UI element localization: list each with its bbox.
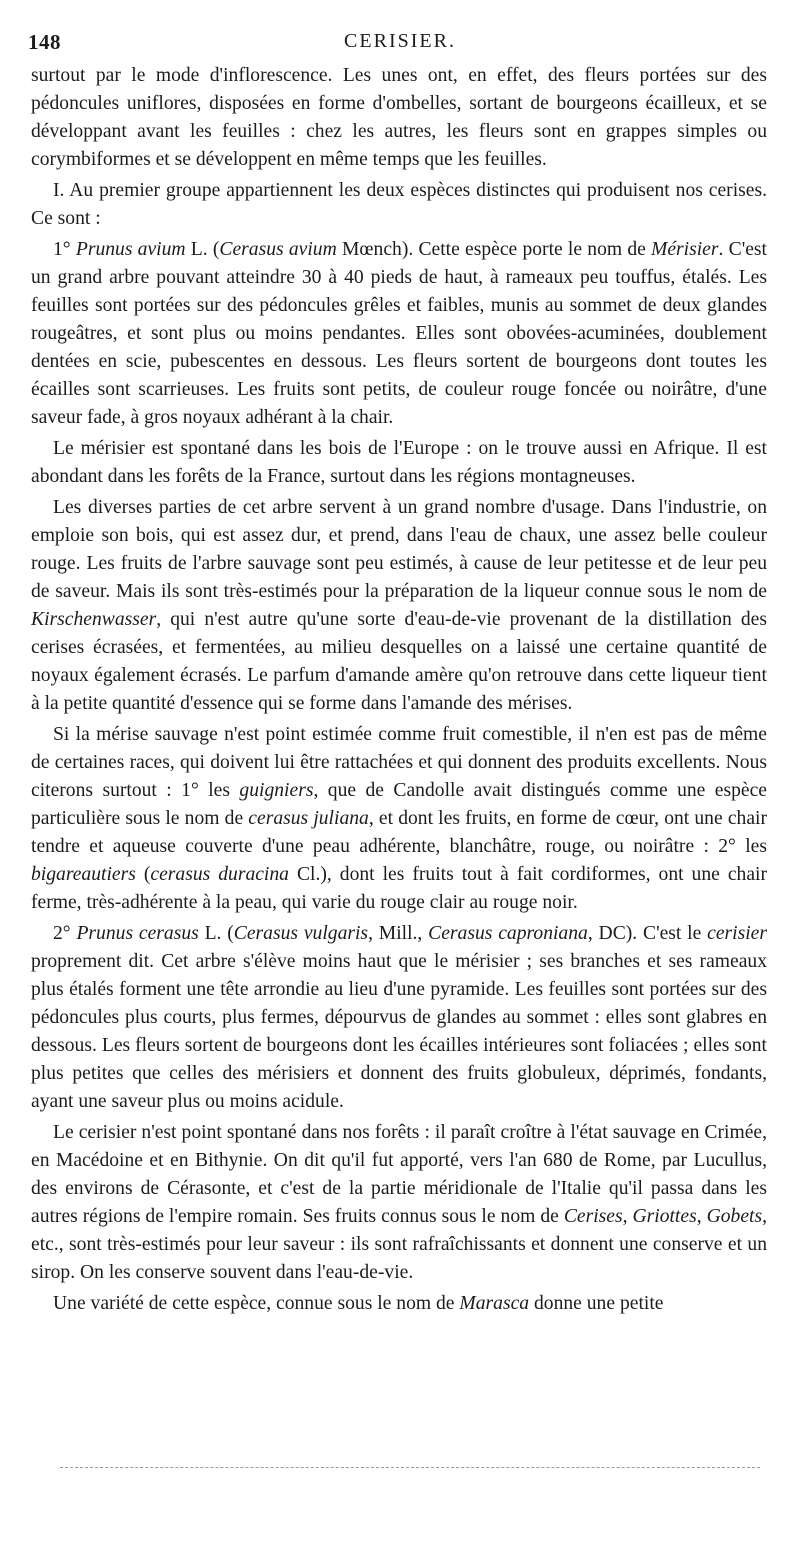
text-run: , Mill., [368,923,429,944]
paragraph [31,177,767,233]
text-run: , et dont les fruits, en forme de cœur, ont une chair tendre et aqueuse couverte d'une peau adhérente, blanchâtre, rouge, ou noirâtre : 2° les [31,808,767,857]
italic-run: Mérisier [651,239,719,260]
italic-run: Cerises [563,1206,623,1227]
italic-run: Prunus avium [75,239,186,260]
italic-run: cerasus juliana [248,808,369,829]
text-run: Une variété de cette espèce, connue sous le nom de [53,1293,460,1314]
italic-run: bigareautiers [31,864,136,885]
text-run: Les diverses parties de cet arbre servent à un grand nombre d'usage. Dans l'industrie, on emploie son bois, qui est assez dur, et prend, dans l'eau de chaux, une assez belle couleur rouge. Les fruits de l'arbre sauvage sont peu estimés, à cause de leur petitesse et de leur peu de saveur. Mais ils sont très-estimés pour la préparation de la liqueur connue sous le nom de [31,497,767,602]
paragraph [31,721,767,917]
paragraph [31,920,767,1116]
text-run: L. ( [198,923,234,944]
text-run: , DC). C'est le [587,923,708,944]
italic-run: Cerasus vulgaris [233,923,369,944]
text-run: donne une petite [529,1293,664,1314]
text-run: Si la mérise sauvage n'est point estimée comme fruit comestible, il n'en est pas de même de certaines races, qui doivent lui être rattachées et qui donnent des produits excellents. Nous citerons surtout : 1° les [31,724,767,801]
italic-run: cerisier [707,923,768,944]
text-run: Mœnch). Cette espèce porte le nom de [336,239,652,260]
italic-run: Gobets [706,1206,763,1227]
italic-run: cerasus duracina [150,864,289,885]
text-run: . C'est un grand arbre pouvant atteindre 30 à 40 pieds de haut, à rameaux peu touffus, étalés. Les feuilles sont portées sur des pédoncules grêles et faibles, munis au sommet de deux glandes rougeâtres, et sont plus ou moins pendantes. Elles sont obovées-acuminées, doublement dentées en scie, pubescentes en dessous. Les fleurs sortent de bourgeons dont toutes les écailles sont scarrieuses. Les fruits sont petits, de couleur rouge foncée ou noirâtre, d'une saveur fade, à gros noyaux adhérant à la chair. [31,239,767,428]
paragraph [31,62,767,174]
text-run: 2° [53,923,77,944]
text-run: 1° [53,239,76,260]
paragraph [31,236,767,432]
italic-run: Cerasus avium [219,239,337,260]
page-header [28,30,772,56]
paragraph [31,494,767,718]
footer-rule [60,1467,760,1468]
text-run: proprement dit. Cet arbre s'élève moins haut que le mérisier ; ses branches et ses rameaux plus étalés forment une tête arrondie au lieu d'une pyramide. Les feuilles sont portées sur des pédoncules plus courts, plus fermes, dépourvus de glandes au sommet : elles sont glabres en dessous. Les fleurs sortent de bourgeons dont les écailles intérieures sont foliacées ; elles sont plus petites que celles des mérisiers et donnent des fruits globuleux, déprimés, fondants, ayant une saveur plus ou moins acidule. [31,951,767,1112]
text-run: , [696,1206,707,1227]
page-number: 148 [28,30,61,54]
text-run: , [622,1206,633,1227]
text-run: surtout par le mode d'inflorescence. Les unes ont, en effet, des fleurs portées sur des pédoncules uniflores, disposées en forme d'ombelles, sortant de bourgeons écailleux, et se développant avant les feuilles : chez les autres, les fleurs sont en grappes simples ou corymbiformes et se développent en même temps que les feuilles. [31,65,767,170]
paragraph [31,1290,767,1318]
italic-run: Cerasus caproniana [428,923,588,944]
text-run: ( [135,864,151,885]
running-title: CERISIER. [344,30,456,52]
text-run: , que de Candolle avait distingués comme une espèce particulière sous le nom de [31,780,767,829]
italic-run: Marasca [459,1293,530,1314]
text-run: I. Au premier groupe appartiennent les deux espèces distinctes qui produisent nos cerises. Ce sont : [31,180,767,229]
italic-run: Kirschenwasser [31,609,157,630]
paragraph [31,1119,767,1287]
text-run: L. ( [185,239,220,260]
text-run: , etc., sont très-estimés pour leur saveur : ils sont rafraîchissants et donnent une conserve et un sirop. On les conserve souvent dans l'eau-de-vie. [31,1206,767,1283]
italic-run: Prunus cerasus [76,923,199,944]
text-run: Le cerisier n'est point spontané dans nos forêts : il paraît croître à l'état sauvage en Crimée, en Macédoine et en Bithynie. On dit qu'il fut apporté, vers l'an 680 de Rome, par Lucullus, des environs de Cérasonte, et c'est de la partie méridionale de l'Italie qu'il passa dans les autres régions de l'empire romain. Ses fruits connus sous le nom de [31,1122,767,1227]
italic-run: guigniers [239,780,314,801]
italic-run: Griottes [632,1206,697,1227]
text-run: Cl.), dont les fruits tout à fait cordiformes, ont une chair ferme, très-adhérente à la peau, qui varie du rouge clair au rouge noir. [31,864,767,913]
body-text [31,62,767,1321]
paragraph [31,435,767,491]
text-run: , qui n'est autre qu'une sorte d'eau-de-vie provenant de la distillation des cerises écrasées, et fermentées, au milieu desquelles on a laissé une certaine quantité de noyaux également écrasés. Le parfum d'amande amère qu'on retrouve dans cette liqueur tient à la petite quantité d'essence qui se forme dans l'amande des mérises. [31,609,767,714]
text-run: Le mérisier est spontané dans les bois de l'Europe : on le trouve aussi en Afrique. Il est abondant dans les forêts de la France, surtout dans les régions montagneuses. [31,438,767,487]
